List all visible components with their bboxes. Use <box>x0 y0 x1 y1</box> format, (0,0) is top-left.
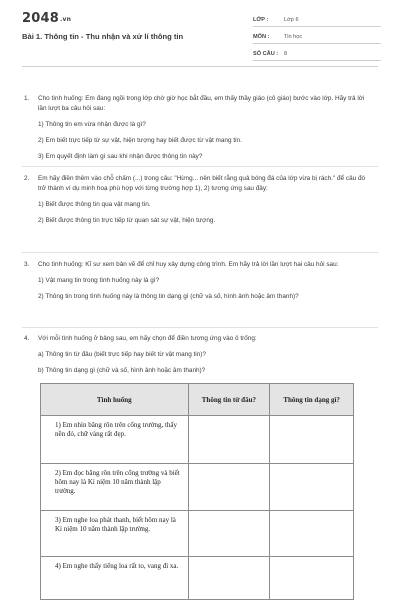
table-row <box>41 511 354 557</box>
question-4 <box>24 334 374 376</box>
situation-table <box>40 383 354 600</box>
question-number: 2. <box>24 175 30 182</box>
question-number: 4. <box>24 335 30 342</box>
meta-class-field <box>253 12 381 27</box>
column-header: Thông tin dạng gì? <box>270 384 354 416</box>
lesson-title: Bài 1. Thông tin - Thu nhận và xử lí thông tin <box>22 32 184 41</box>
source-answer-cell[interactable] <box>188 464 270 511</box>
meta-subject-field <box>253 29 381 44</box>
header-divider <box>22 66 378 67</box>
logo-tld: .vn <box>59 16 72 23</box>
situation-cell: 1) Em nhìn băng rôn trên cổng trường, thấy nền đỏ, chữ vàng rất đẹp. <box>41 416 189 464</box>
question-1 <box>24 94 374 162</box>
meta-label: LỚP : <box>253 17 269 23</box>
question-item: a) Thông tin từ đâu (biết trực tiếp hay biết từ vật mang tin)? <box>38 351 206 358</box>
type-answer-cell[interactable] <box>270 416 354 464</box>
meta-label: MÔN : <box>253 34 270 40</box>
question-number: 3. <box>24 261 30 268</box>
question-item: b) Thông tin dạng gì (chữ và số, hình ảnh hoặc âm thanh)? <box>38 367 206 374</box>
question-2 <box>24 174 374 226</box>
source-answer-cell[interactable] <box>188 416 270 464</box>
question-3 <box>24 260 374 302</box>
question-stem: Cho tình huống: Kĩ sư xem bản vẽ để chỉ huy xây dựng công trình. Em hãy trả lời lần lượt hai câu hỏi sau: <box>38 261 339 268</box>
meta-value: Tin học <box>284 34 303 40</box>
question-divider <box>22 252 378 253</box>
type-answer-cell[interactable] <box>270 557 354 600</box>
type-answer-cell[interactable] <box>270 511 354 557</box>
question-item: 3) Em quyết định làm gì sau khi nhận được thông tin này? <box>38 153 203 160</box>
table-row <box>41 464 354 511</box>
meta-value: 8 <box>284 51 288 57</box>
question-number: 1. <box>24 95 30 102</box>
site-logo[interactable] <box>22 11 71 26</box>
situation-cell: 2) Em đọc băng rôn trên cổng trường và biết hôm nay là Kỉ niệm 10 năm thành lập trường. <box>41 464 189 511</box>
logo-text: 2048 <box>22 11 59 26</box>
question-item: 1) Vật mang tin trong tình huống này là gì? <box>38 277 160 284</box>
question-divider <box>22 327 378 328</box>
question-stem: Với mỗi tình huống ở bảng sau, em hãy chọn để điền tương ứng vào ô trống: <box>38 335 257 342</box>
question-stem: Em hãy điền thêm vào chỗ chấm (...) trong câu: "Hừng... nên biết rằng quả bóng đá của lớp vừa bị rách." để câu đó trở thành ví dụ minh hoạ phù hợp với từng trường hợp 1), 2) tương ứng sau đây: <box>38 175 366 192</box>
question-item: 2) Em biết trực tiếp từ sự vật, hiện tượng hay biết được từ vật mang tin. <box>38 137 242 144</box>
situation-cell: 3) Em nghe loa phát thanh, biết hôm nay là Kỉ niệm 10 năm thành lập trường. <box>41 511 189 557</box>
meta-value: Lớp 6 <box>284 17 299 23</box>
column-header: Thông tin từ đâu? <box>188 384 270 416</box>
question-stem: Cho tình huống: Em đang ngồi trong lớp chờ giờ học bắt đầu, em thấy thầy giáo (cô giáo) bước vào lớp. Hãy trả lời lần lượt ba câu hỏi sau: <box>38 95 365 112</box>
type-answer-cell[interactable] <box>270 464 354 511</box>
meta-count-field <box>253 46 381 61</box>
source-answer-cell[interactable] <box>188 511 270 557</box>
question-divider <box>22 166 378 167</box>
question-item: 1) Biết được thông tin qua vật mang tin. <box>38 201 151 208</box>
question-item: 2) Thông tin trong tình huống này là thông tin dạng gì (chữ và số, hình ảnh hoặc âm thanh)? <box>38 293 299 300</box>
situation-cell: 4) Em nghe thấy tiếng loa rất to, vang đi xa. <box>41 557 189 600</box>
worksheet-header <box>0 0 400 66</box>
question-item: 2) Biết được thông tin trực tiếp từ quan sát sự vật, hiện tượng. <box>38 217 216 224</box>
table-header-row <box>41 384 354 416</box>
column-header: Tình huống <box>41 384 189 416</box>
source-answer-cell[interactable] <box>188 557 270 600</box>
question-item: 1) Thông tin em vừa nhận được là gì? <box>38 121 146 128</box>
table-row <box>41 416 354 464</box>
meta-label: SỐ CÂU : <box>253 51 279 57</box>
table-row <box>41 557 354 600</box>
